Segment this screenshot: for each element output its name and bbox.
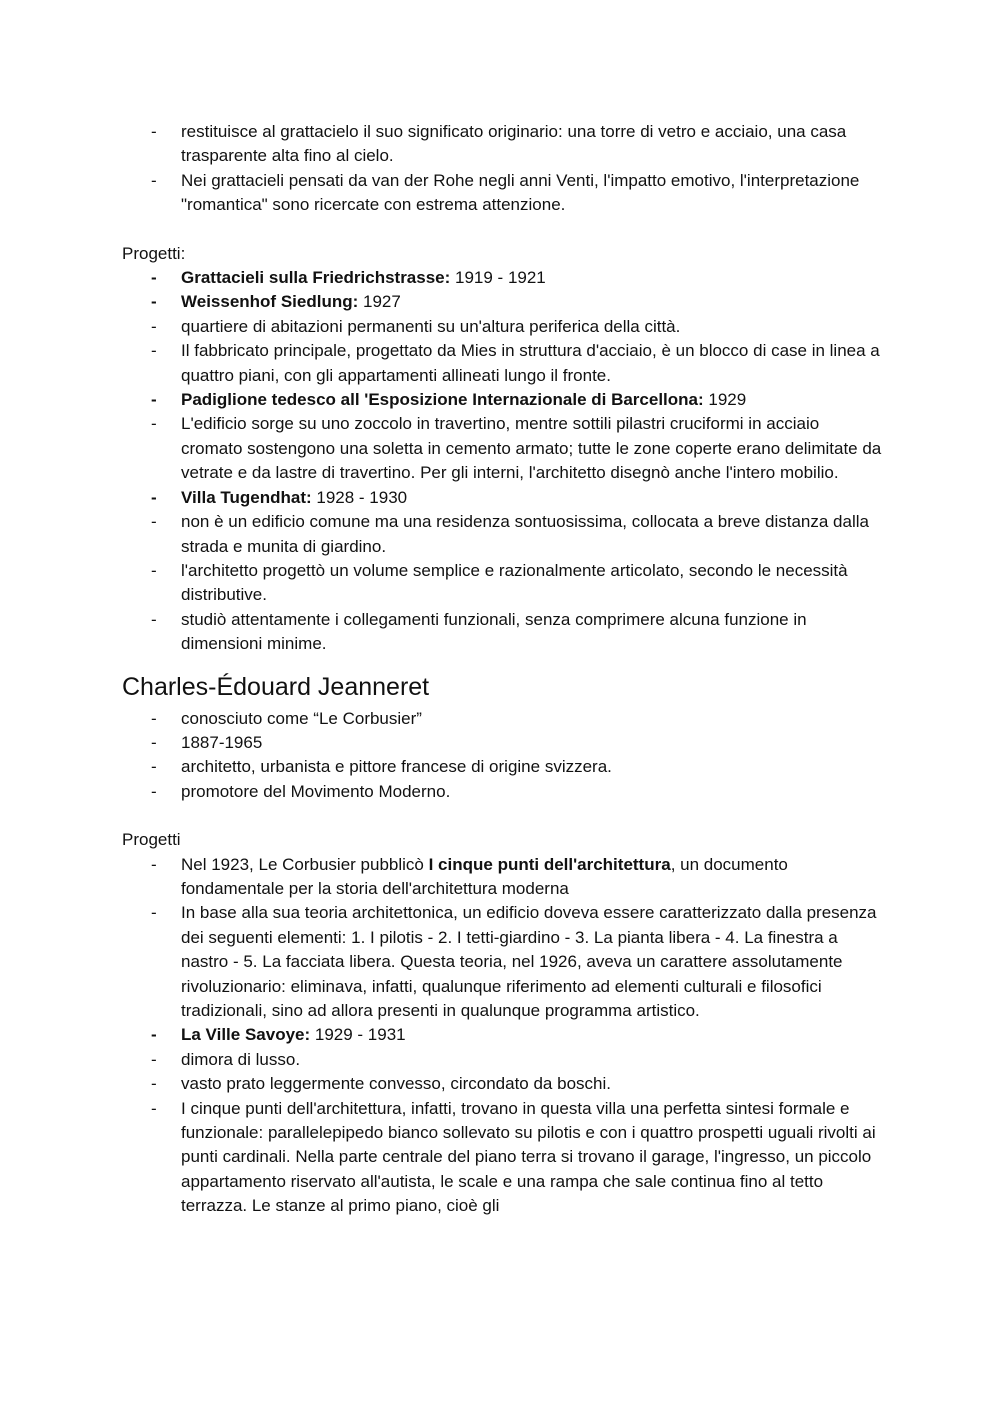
item-text: Il fabbricato principale, progettato da Mies in struttura d'acciaio, è un blocco di case in linea a quattro piani, con gli appartamenti allineati lungo il fronte. [181, 341, 880, 385]
bullet-dash: - [151, 560, 157, 580]
item-text: , un documento fondamentale per la storia dell'architettura moderna [181, 854, 788, 898]
item-text: 1887-1965 [181, 732, 263, 752]
list-item [122, 853, 882, 902]
list-item [122, 559, 882, 608]
list-item [122, 339, 882, 388]
list-item [122, 1023, 882, 1047]
item-bold-title: I cinque punti dell'architettura [428, 854, 671, 874]
bullet-dash: - [151, 1074, 157, 1094]
item-text: non è un edificio comune ma una residenza sontuosissima, collocata a breve distanza dalla strada e munita di giardino. [181, 512, 869, 556]
bullet-dash: - [151, 268, 157, 288]
item-text: promotore del Movimento Moderno. [181, 781, 451, 801]
mies-intro-list [122, 120, 882, 218]
list-item [122, 731, 882, 755]
item-text: Nei grattacieli pensati da van der Rohe negli anni Venti, l'impatto emotivo, l'interpretazione "romantica" sono ricercate con estrema attenzione. [181, 170, 860, 215]
bullet-dash: - [151, 1049, 157, 1069]
section-heading-le-corbusier: Charles-Édouard Jeanneret [122, 672, 430, 701]
list-item [122, 388, 882, 412]
bullet-dash: - [151, 341, 157, 361]
list-item [122, 315, 882, 339]
list-item [122, 120, 882, 169]
bullet-dash: - [151, 1025, 157, 1045]
item-text: quartiere di abitazioni permanenti su un'altura periferica della città. [181, 316, 681, 336]
list-item [122, 608, 882, 657]
item-bold-title: Villa Tugendhat: [181, 487, 312, 507]
item-bold-title: Weissenhof Siedlung: [181, 292, 359, 312]
item-text: 1928 - 1930 [311, 487, 408, 507]
list-item [122, 1048, 882, 1072]
list-item [122, 1097, 882, 1219]
item-text: conosciuto come “Le Corbusier” [181, 708, 422, 728]
bullet-dash: - [151, 512, 157, 532]
item-text: vasto prato leggermente convesso, circondato da boschi. [181, 1074, 611, 1094]
le-corbusier-intro-list [122, 707, 882, 805]
bullet-dash: - [151, 414, 157, 434]
item-text: dimora di lusso. [181, 1049, 301, 1069]
bullet-dash: - [151, 292, 157, 312]
item-text: Nel 1923, Le Corbusier pubblicò [181, 854, 429, 874]
item-text: architetto, urbanista e pittore francese di origine svizzera. [181, 757, 612, 777]
bullet-dash: - [151, 757, 157, 777]
list-item [122, 169, 882, 218]
list-item [122, 707, 882, 731]
mies-projects-list [122, 266, 882, 657]
list-item [122, 755, 882, 779]
bullet-dash: - [151, 903, 157, 923]
bullet-dash: - [151, 781, 157, 801]
bullet-dash: - [151, 122, 157, 141]
item-text: restituisce al grattacielo il suo significato originario: una torre di vetro e acciaio, una casa trasparente alta fino al cielo. [181, 122, 847, 166]
bullet-dash: - [151, 708, 157, 728]
list-item [122, 266, 882, 290]
item-text: In base alla sua teoria architettonica, un edificio doveva essere caratterizzato dalla presenza dei seguenti elementi: 1. I pilotis - 2. I tetti-giardino - 3. La pianta libera - 4. La finestra a nastro - 5. La facciata libera. Questa teoria, nel 1926, aveva un carattere assolutamente rivoluzionario: eliminava, infatti, qualunque riferimento ad elementi culturali e filosofici tradizionali, sino ad allora presenti in qualunque programma artistico. [181, 903, 877, 1020]
bullet-dash: - [151, 487, 157, 507]
bullet-dash: - [151, 732, 157, 752]
list-item [122, 412, 882, 485]
list-item [122, 486, 882, 510]
list-item [122, 290, 882, 314]
document-content [122, 120, 882, 1219]
list-item [122, 901, 882, 1023]
item-text: l'architetto progettò un volume semplice e razionalmente articolato, secondo le necessità distributive. [181, 560, 848, 605]
item-text: L'edificio sorge su uno zoccolo in travertino, mentre sottili pilastri cruciformi in acciaio cromato sostengono una soletta in cemento armato; tutte le zone coperte erano delimitate da vetrate e da lastre di travertino. Per gli interni, l'architetto disegnò anche l'intero mobilio. [181, 414, 882, 483]
bullet-dash: - [151, 854, 157, 874]
item-bold-title: La Ville Savoye: [181, 1025, 311, 1045]
item-text: I cinque punti dell'architettura, infatti, trovano in questa villa una perfetta sintesi formale e funzionale: parallelepipedo bianco sollevato su pilotis e con i quattro prospetti uguali rivolti ai punti cardinali. Nella parte centrale del piano terra si trovano il garage, l'ingresso, un piccolo appartamento riservato all'autista, le scale e una rampa che sale continua fino al tetto terrazza. Le stanze al primo piano, cioè gli [181, 1098, 876, 1216]
item-text: studiò attentamente i collegamenti funzionali, senza comprimere alcuna funzione in dimensioni minime. [181, 609, 807, 654]
bullet-dash: - [151, 390, 157, 410]
item-text: 1929 - 1931 [310, 1025, 406, 1045]
mies-projects-label: Progetti: [122, 243, 186, 263]
bullet-dash: - [151, 316, 157, 336]
bullet-dash: - [151, 1098, 157, 1118]
list-item [122, 780, 882, 804]
le-corbusier-projects-list [122, 853, 882, 1219]
item-bold-title: Padiglione tedesco all 'Esposizione Internazionale di Barcellona: [181, 390, 704, 410]
item-text: 1927 [358, 292, 401, 312]
item-text: 1919 - 1921 [450, 268, 546, 288]
le-corbusier-projects-label: Progetti [122, 830, 181, 850]
item-text: 1929 [703, 390, 747, 410]
item-bold-title: Grattacieli sulla Friedrichstrasse: [181, 268, 451, 288]
list-item [122, 510, 882, 559]
list-item [122, 1072, 882, 1096]
bullet-dash: - [151, 609, 157, 629]
bullet-dash: - [151, 170, 157, 190]
